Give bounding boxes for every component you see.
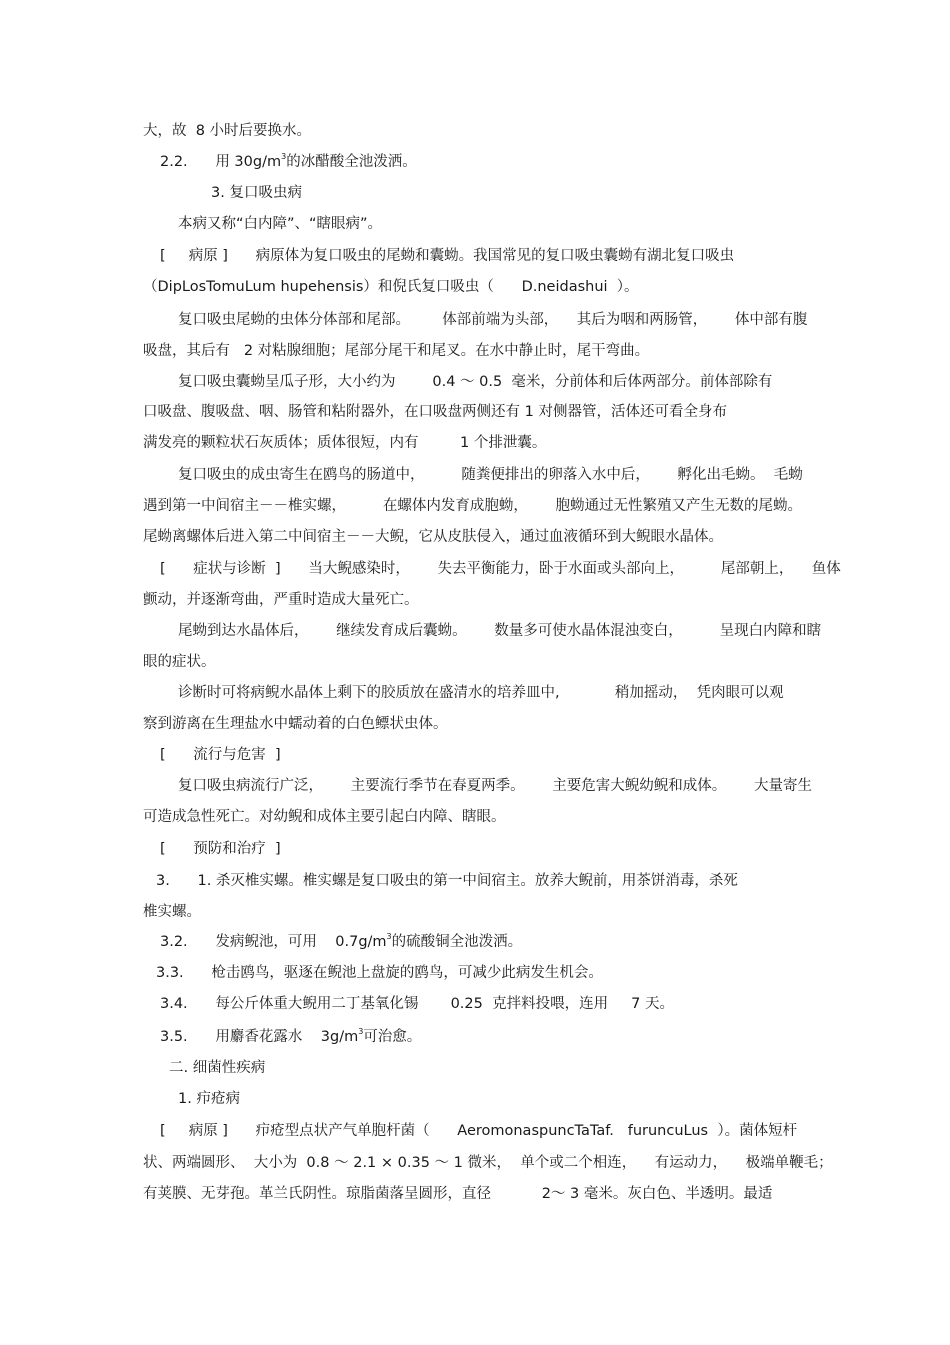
text-line: 2.2. 用 $30g/m^3$的冰醋酸全池泼洒。 <box>160 152 417 170</box>
text-line: 遇到第一中间宿主－－椎实螺， 在螺体内发育成胞蚴， 胞蚴通过无性繁殖又产生无数的尾蚴。 <box>143 498 803 514</box>
text-line: 3. 1. 杀灭椎实螺。椎实螺是复口吸虫的第一中间宿主。放养大鲵前，用茶饼消毒，杀死 <box>156 873 738 889</box>
text-line: 3.3. 枪击鸥鸟，驱逐在鲵池上盘旋的鸥鸟，可减少此病发生机会。 <box>156 965 603 981</box>
text-line: [ 症状与诊断 ] 当大鲵感染时， 失去平衡能力，卧于水面或头部向上， 尾部朝上， 鱼体 <box>160 561 841 577</box>
text-line: 3.2. 发病鲵池，可用 $0.7g/m^3$的硫酸铜全池泼洒。 <box>160 932 523 950</box>
text-line: 3.4. 每公斤体重大鲵用二丁基氧化锡 0.25 克拌料投喂，连用 7 天。 <box>160 996 674 1012</box>
text-line: 大，故 8 小时后要换水。 <box>143 123 312 139</box>
text-line: 口吸盘、腹吸盘、咽、肠管和粘附器外，在口吸盘两侧还有 1 对侧器管，活体还可看全身布 <box>143 404 727 420</box>
text-line: 本病又称“白内障”、“瞎眼病”。 <box>178 216 383 232</box>
text-line: 3.5. 用麝香花露水 $3g/m^3$可治愈。 <box>160 1027 422 1045</box>
text-line: 吸盘，其后有 2 对粘腺细胞；尾部分尾干和尾叉。在水中静止时，尾干弯曲。 <box>143 343 650 359</box>
text-line: 复口吸虫尾蚴的虫体分体部和尾部。 体部前端为头部， 其后为咽和两肠管， 体中部有腹 <box>178 312 808 328</box>
text-line: 颤动，并逐渐弯曲，严重时造成大量死亡。 <box>143 592 419 608</box>
text-line: 尾蚴到达水晶体后， 继续发育成后囊蚴。 数量多可使水晶体混浊变白， 呈现白内障和瞎 <box>178 623 822 639</box>
text-line: （DipLosTomuLum hupehensis）和倪氏复口吸虫（ D.neidashui ）。 <box>143 279 639 295</box>
text-line: 可造成急性死亡。对幼鲵和成体主要引起白内障、瞎眼。 <box>143 809 506 825</box>
text-line: 尾蚴离螺体后进入第二中间宿主－－大鲵，它从皮肤侵入，通过血液循环到大鲵眼水晶体。 <box>143 529 723 545</box>
section-heading: 3. 复口吸虫病 <box>211 185 302 201</box>
text-line: [ 病原 ] 病原体为复口吸虫的尾蚴和囊蚴。我国常见的复口吸虫囊蚴有湖北复口吸虫 <box>160 248 735 264</box>
text-line: 椎实螺。 <box>143 904 201 920</box>
text-line: 察到游离在生理盐水中蠕动着的白色鳔状虫体。 <box>143 716 448 732</box>
text-line: 复口吸虫囊蚴呈瓜子形，大小约为 0.4 ～ 0.5 毫米，分前体和后体两部分。前体部除有 <box>178 374 773 390</box>
text-line: 诊断时可将病鲵水晶体上剩下的胶质放在盛清水的培养皿中, 稍加摇动， 凭肉眼可以观 <box>178 685 784 701</box>
section-heading: 1. 疖疮病 <box>178 1091 240 1107</box>
text-line: 眼的症状。 <box>143 654 216 670</box>
text-line: [ 预防和治疗 ] <box>160 841 281 857</box>
text-line: 有荚膜、无芽孢。革兰氏阴性。琼脂菌落呈圆形，直径 2～ 3 毫米。灰白色、半透明。最适 <box>143 1186 773 1202</box>
text-line: 满发亮的颗粒状石灰质体；质体很短，内有 1 个排泄囊。 <box>143 435 547 451</box>
text-line: 状、两端圆形、 大小为 0.8 ～ 2.1 × 0.35 ～ 1 微米， 单个或二个相连， 有运动力， 极端单鞭毛； <box>143 1155 833 1171</box>
section-heading: 二. 细菌性疾病 <box>169 1060 266 1076</box>
text-line: 复口吸虫病流行广泛， 主要流行季节在春夏两季。 主要危害大鲵幼鲵和成体。 大量寄生 <box>178 778 812 794</box>
text-line: [ 流行与危害 ] <box>160 747 281 763</box>
text-line: 复口吸虫的成虫寄生在鸥鸟的肠道中， 随粪便排出的卵落入水中后， 孵化出毛蚴。 毛蚴 <box>178 467 803 483</box>
text-line: [ 病原 ] 疖疮型点状产气单胞杆菌（ AeromonaspuncTaTaf. furuncuLus ）。菌体短杆 <box>160 1123 798 1139</box>
